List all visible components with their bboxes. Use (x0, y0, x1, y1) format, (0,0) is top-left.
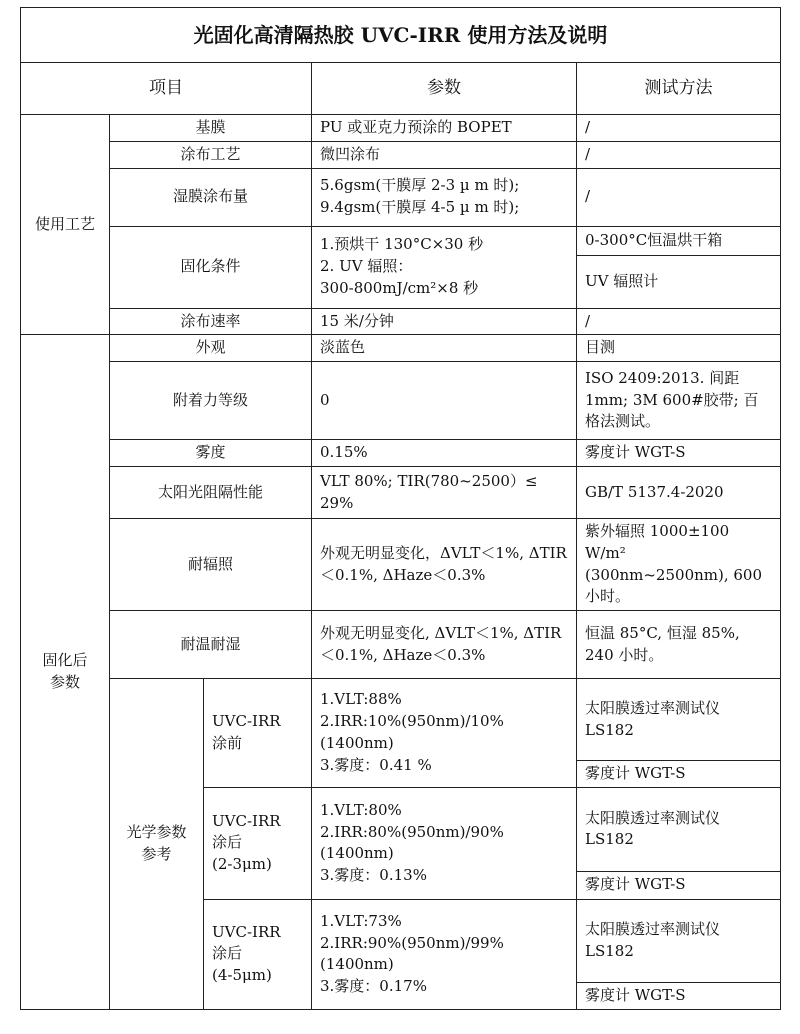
row-name: 附着力等级 (110, 362, 312, 440)
row-param: 外观无明显变化, ΔVLT＜1%, ΔTIR＜0.1%, ΔHaze＜0.3% (312, 611, 577, 679)
optical-sample-name: UVC-IRR 涂前 (204, 679, 312, 788)
row-param: 15 米/分钟 (312, 308, 577, 335)
document-title: 光固化高清隔热胶 UVC-IRR 使用方法及说明 (21, 8, 781, 63)
row-method: 恒温 85°C, 恒湿 85%, 240 小时。 (577, 611, 781, 679)
row-method: / (577, 168, 781, 226)
row-name: 基膜 (110, 115, 312, 142)
optical-sample-param: 1.VLT:88% 2.IRR:10%(950nm)/10%(1400nm) 3.雾度：0.41 % (312, 679, 577, 788)
row-param: 0.15% (312, 440, 577, 467)
row-method: UV 辐照计 (577, 255, 781, 308)
row-param: PU 或亚克力预涂的 BOPET (312, 115, 577, 142)
table-row (21, 467, 781, 519)
row-name: 太阳光阻隔性能 (110, 467, 312, 519)
optical-sample-name: UVC-IRR 涂后 (4-5μm) (204, 899, 312, 1009)
row-name: 湿膜涂布量 (110, 168, 312, 226)
row-method: / (577, 115, 781, 142)
row-method: / (577, 308, 781, 335)
table-row (21, 440, 781, 467)
group-usage: 使用工艺 (21, 115, 110, 335)
optical-method: 太阳膜透过率测试仪 LS182 (577, 899, 781, 982)
optical-sample-param: 1.VLT:73% 2.IRR:90%(950nm)/99%(1400nm) 3.雾度：0.17% (312, 899, 577, 1009)
table-row (21, 168, 781, 226)
table-row (21, 362, 781, 440)
row-method: GB/T 5137.4-2020 (577, 467, 781, 519)
table-row (21, 141, 781, 168)
table-row (21, 679, 781, 761)
row-param: 淡蓝色 (312, 335, 577, 362)
optical-sample-param: 1.VLT:80% 2.IRR:80%(950nm)/90%(1400nm) 3.雾度：0.13% (312, 787, 577, 899)
row-param: 5.6gsm(干膜厚 2-3 µ m 时); 9.4gsm(干膜厚 4-5 µ m 时); (312, 168, 577, 226)
row-name: 固化条件 (110, 226, 312, 308)
table-row (21, 226, 781, 255)
table-row (21, 611, 781, 679)
title-row (21, 8, 781, 63)
row-name: 涂布工艺 (110, 141, 312, 168)
row-method: / (577, 141, 781, 168)
row-method: 雾度计 WGT-S (577, 440, 781, 467)
header-item: 项目 (21, 63, 312, 115)
header-param: 参数 (312, 63, 577, 115)
row-param: VLT 80%; TIR(780~2500）≤ 29% (312, 467, 577, 519)
spec-table (20, 7, 781, 1010)
group-optical: 光学参数 参考 (110, 679, 204, 1010)
row-method: 紫外辐照 1000±100 W/m² (300nm~2500nm), 600 小时。 (577, 519, 781, 611)
row-param: 微凹涂布 (312, 141, 577, 168)
optical-sample-name: UVC-IRR 涂后 (2-3μm) (204, 787, 312, 899)
row-name: 耐温耐湿 (110, 611, 312, 679)
optical-method: 雾度计 WGT-S (577, 871, 781, 899)
optical-method: 太阳膜透过率测试仪 LS182 (577, 787, 781, 871)
row-param: 0 (312, 362, 577, 440)
row-param: 1.预烘干 130°C×30 秒 2. UV 辐照： 300-800mJ/cm²×8 秒 (312, 226, 577, 308)
row-name: 雾度 (110, 440, 312, 467)
optical-method: 雾度计 WGT-S (577, 761, 781, 788)
row-method: 0-300°C恒温烘干箱 (577, 226, 781, 255)
table-row (21, 308, 781, 335)
table-row (21, 115, 781, 142)
table-row (21, 519, 781, 611)
optical-method: 雾度计 WGT-S (577, 982, 781, 1009)
table-row (21, 335, 781, 362)
header-row (21, 63, 781, 115)
row-param: 外观无明显变化，ΔVLT＜1%, ΔTIR＜0.1%, ΔHaze＜0.3% (312, 519, 577, 611)
row-name: 涂布速率 (110, 308, 312, 335)
row-name: 耐辐照 (110, 519, 312, 611)
group-cured: 固化后 参数 (21, 335, 110, 1010)
row-name: 外观 (110, 335, 312, 362)
header-method: 测试方法 (577, 63, 781, 115)
row-method: 目测 (577, 335, 781, 362)
optical-method: 太阳膜透过率测试仪 LS182 (577, 679, 781, 761)
row-method: ISO 2409:2013. 间距 1mm; 3M 600#胶带; 百格法测试。 (577, 362, 781, 440)
